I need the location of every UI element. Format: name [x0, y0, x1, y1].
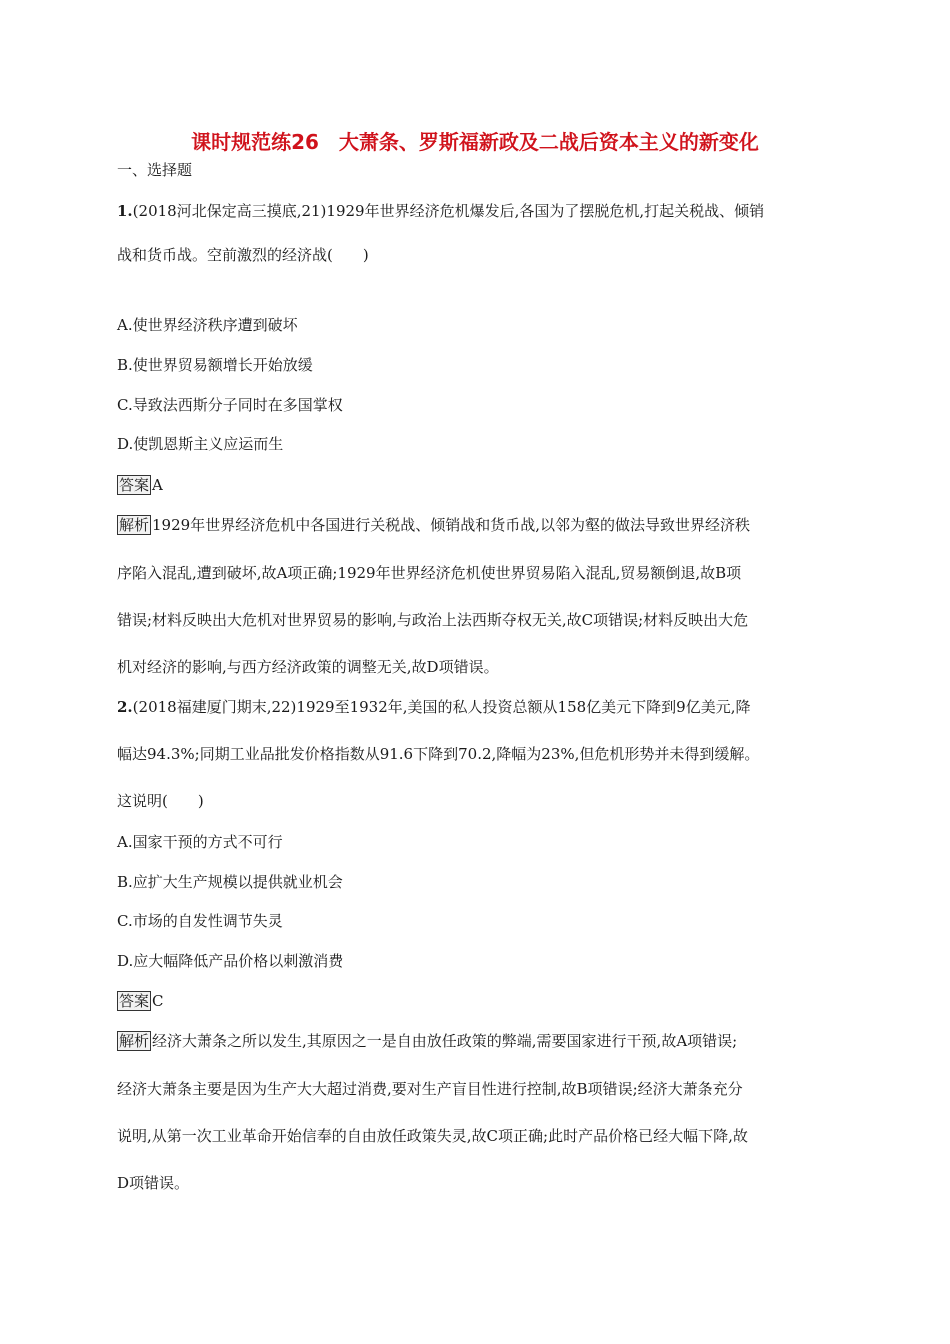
question-2-analysis-line-2: 经济大萧条主要是因为生产大大超过消费,要对生产盲目性进行控制,故B项错误;经济大萧条充分	[117, 1080, 743, 1098]
question-1-answer	[117, 475, 163, 495]
question-2-analysis-line-3: 说明,从第一次工业革命开始信奉的自由放任政策失灵,故C项正确;此时产品价格已经大幅下降,故	[117, 1127, 748, 1145]
question-2-stem-line-1: 2.(2018福建厦门期末,22)1929至1932年,美国的私人投资总额从158亿美元下降到9亿美元,降	[117, 698, 751, 716]
question-1-analysis-line-2: 序陷入混乱,遭到破坏,故A项正确;1929年世界经济危机使世界贸易陷入混乱,贸易额倒退,故B项	[117, 564, 742, 582]
question-1-analysis-line-1: 解析 1929年世界经济危机中各国进行关税战、倾销战和货币战,以邻为壑的做法导致世界经济秩	[119, 516, 750, 534]
analysis-tag: 解析	[119, 516, 150, 534]
answer-value: C	[152, 992, 164, 1010]
analysis-tag: 解析	[119, 1032, 150, 1050]
question-2-option-b: B.应扩大生产规模以提供就业机会	[117, 873, 343, 891]
question-1-analysis-line-4: 机对经济的影响,与西方经济政策的调整无关,故D项错误。	[117, 658, 499, 676]
question-1-analysis-line-3: 错误;材料反映出大危机对世界贸易的影响,与政治上法西斯夺权无关,故C项错误;材料反映出大危	[117, 611, 749, 629]
section-heading: 一、选择题	[117, 161, 193, 179]
question-1-number: 1.	[117, 202, 133, 220]
question-2-analysis-line-4: D项错误。	[117, 1174, 190, 1192]
question-1-option-c: C.导致法西斯分子同时在多国掌权	[117, 396, 343, 414]
page-title: 课时规范练26 大萧条、罗斯福新政及二战后资本主义的新变化	[191, 130, 759, 154]
question-1-stem-line-1: 1.(2018河北保定高三摸底,21)1929年世界经济危机爆发后,各国为了摆脱危机,打起关税战、倾销	[117, 202, 765, 220]
answer-value: A	[152, 476, 163, 494]
question-2-answer	[117, 991, 164, 1011]
question-2-analysis-line-1: 解析 经济大萧条之所以发生,其原因之一是自由放任政策的弊端,需要国家进行干预,故A项错误;	[119, 1032, 738, 1050]
answer-tag: 答案	[119, 476, 150, 494]
question-1-option-a: A.使世界经济秩序遭到破坏	[117, 316, 298, 334]
question-2-stem-line-3: 这说明( )	[117, 792, 204, 810]
answer-tag: 答案	[119, 992, 150, 1010]
question-2-stem-line-2: 幅达94.3%;同期工业品批发价格指数从91.6下降到70.2,降幅为23%,但危机形势并未得到缓解。	[117, 745, 760, 763]
question-2-option-d: D.应大幅降低产品价格以刺激消费	[117, 952, 344, 970]
question-1-option-b: B.使世界贸易额增长开始放缓	[117, 356, 313, 374]
question-1-stem-line-2: 战和货币战。空前激烈的经济战( )	[117, 246, 369, 264]
question-2-option-a: A.国家干预的方式不可行	[117, 833, 283, 851]
question-2-number: 2.	[117, 698, 133, 716]
question-1-option-d: D.使凯恩斯主义应运而生	[117, 435, 284, 453]
question-2-option-c: C.市场的自发性调节失灵	[117, 912, 283, 930]
